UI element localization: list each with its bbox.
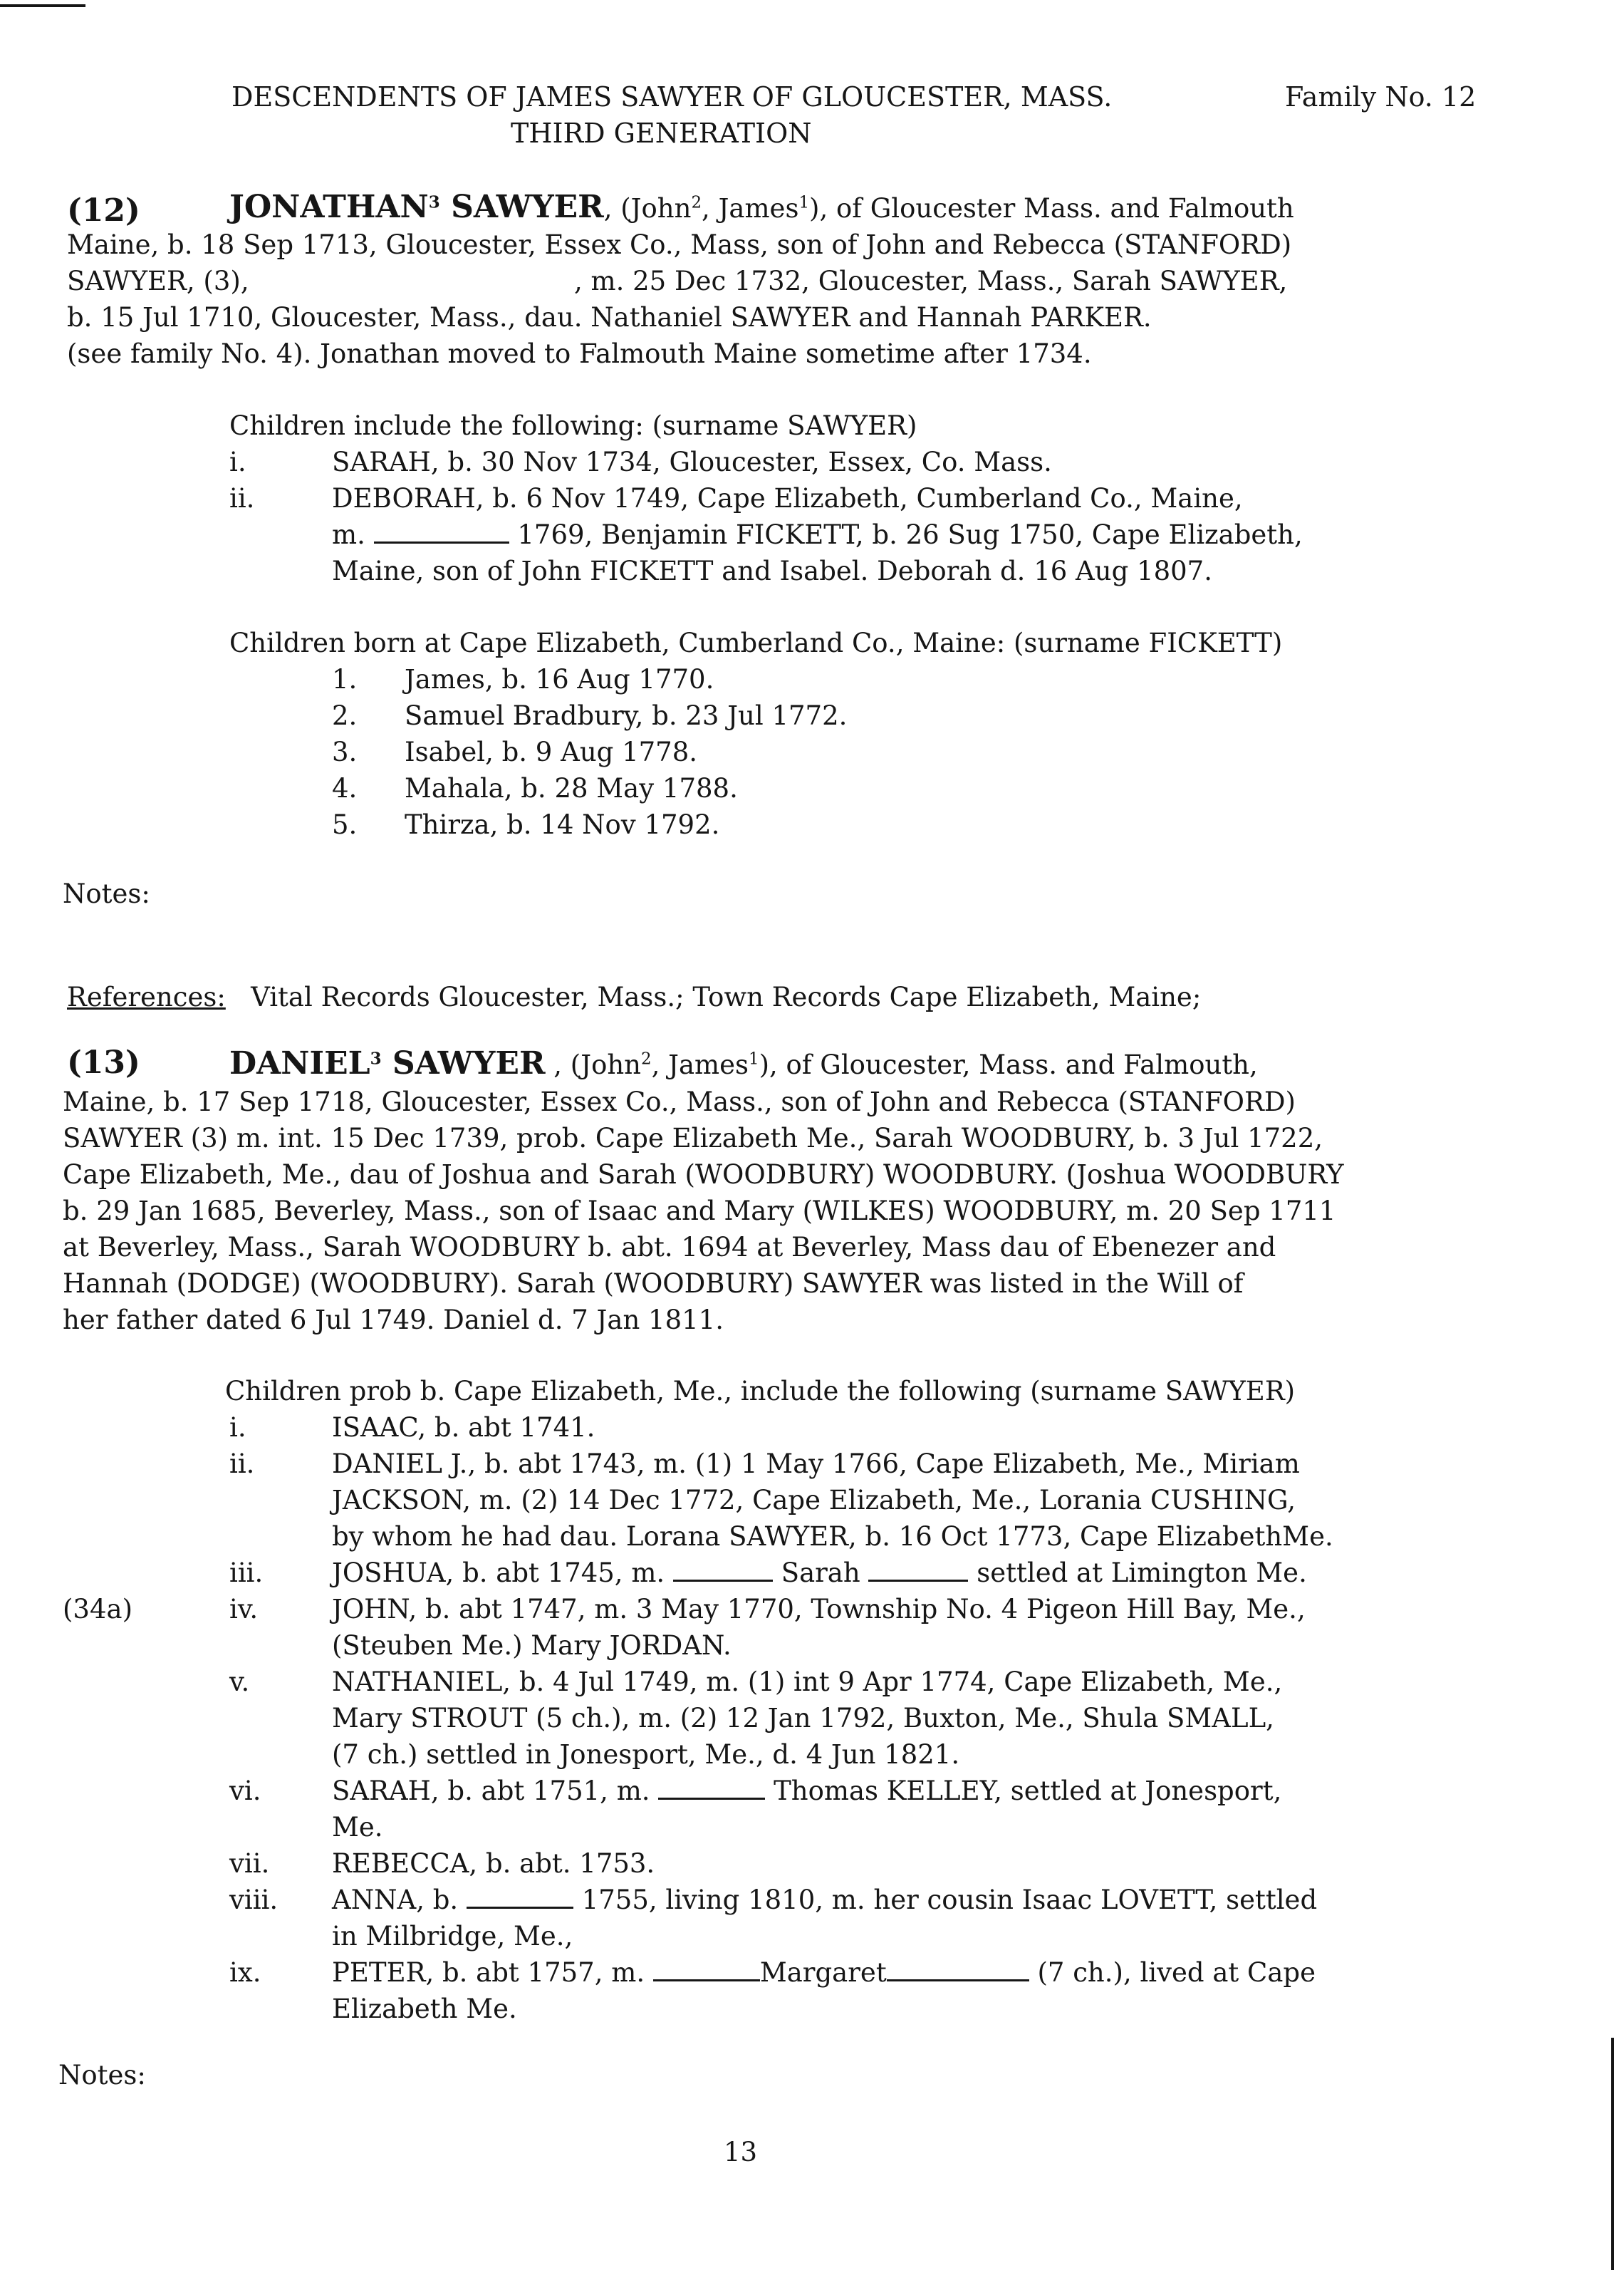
- entry-12-line: , m. 25 Dec 1732, Gloucester, Mass., Sarah SAWYER,: [574, 266, 1288, 296]
- entry-13-line: Maine, b. 17 Sep 1718, Gloucester, Essex Co., Mass., son of John and Rebecca (STANFORD): [63, 1087, 1296, 1117]
- child-text: Mary STROUT (5 ch.), m. (2) 12 Jan 1792, Buxton, Me., Shula SMALL,: [332, 1703, 1274, 1733]
- entry-12-name-line: [229, 191, 1294, 225]
- parentage-text: , (John: [603, 193, 692, 224]
- child-text-part: Margaret: [759, 1957, 887, 1988]
- children-intro: Children prob b. Cape Elizabeth, Me., include the following (surname SAWYER): [225, 1376, 1296, 1406]
- parentage-text: , James: [651, 1050, 749, 1080]
- entry-12-line: SAWYER, (3),: [67, 266, 249, 296]
- child-text: SARAH, b. 30 Nov 1734, Gloucester, Essex, Co. Mass.: [332, 447, 1052, 477]
- child-text: Me.: [332, 1812, 383, 1843]
- child-text: [332, 1957, 1316, 1989]
- child-text: (7 ch.) settled in Jonesport, Me., d. 4 Jun 1821.: [332, 1739, 960, 1770]
- page-number: 13: [724, 2137, 758, 2167]
- child-number: ii.: [229, 483, 255, 514]
- person-surname: SAWYER: [439, 189, 604, 225]
- grandchild-number: 4.: [332, 773, 358, 804]
- grandchild-number: 2.: [332, 700, 358, 731]
- entry-13-line: b. 29 Jan 1685, Beverley, Mass., son of Isaac and Mary (WILKES) WOODBURY, m. 20 Sep 1711: [63, 1196, 1336, 1226]
- blank-line: [467, 1885, 573, 1909]
- family-number: Family No. 12: [1285, 81, 1477, 113]
- generation-heading: THIRD GENERATION: [511, 118, 812, 149]
- child-text: DEBORAH, b. 6 Nov 1749, Cape Elizabeth, Cumberland Co., Maine,: [332, 483, 1243, 514]
- scan-edge-mark: [0, 4, 85, 7]
- entry-12-heading: [67, 192, 140, 229]
- child-number: vi.: [229, 1776, 261, 1806]
- child-text: Elizabeth Me.: [332, 1994, 517, 2024]
- entry-13-heading: [67, 1047, 140, 1081]
- parentage-text: , (John: [545, 1050, 642, 1080]
- child-text: NATHANIEL, b. 4 Jul 1749, m. (1) int 9 Apr 1774, Cape Elizabeth, Me.,: [332, 1667, 1283, 1697]
- child-text-part: 1755, living 1810, m. her cousin Isaac LOVETT, settled: [581, 1885, 1318, 1915]
- entry-13-line: SAWYER (3) m. int. 15 Dec 1739, prob. Cape Elizabeth Me., Sarah WOODBURY, b. 3 Jul 1722,: [63, 1123, 1323, 1154]
- child-text-part: ANNA, b.: [332, 1885, 459, 1915]
- child-text-part: PETER, b. abt 1757, m.: [332, 1957, 645, 1988]
- parentage-text: ), of Gloucester, Mass. and Falmouth,: [759, 1050, 1258, 1080]
- scan-edge-mark: [1611, 2038, 1614, 2270]
- child-text-part: settled at Limington Me.: [977, 1558, 1307, 1588]
- child-number: i.: [229, 447, 246, 477]
- superscript: 1: [798, 193, 810, 212]
- grandchild-number: 1.: [332, 664, 358, 695]
- header-title: DESCENDENTS OF JAMES SAWYER OF GLOUCESTER, MASS.: [231, 81, 1113, 113]
- child-number: i.: [229, 1412, 246, 1443]
- child-text: in Milbridge, Me.,: [332, 1921, 573, 1952]
- child-text-part: 1769, Benjamin FICKETT, b. 26 Sug 1750, Cape Elizabeth,: [517, 519, 1303, 550]
- child-text-part: Thomas KELLEY, settled at Jonesport,: [774, 1776, 1282, 1806]
- child-number: ii.: [229, 1448, 255, 1479]
- child-number: v.: [229, 1667, 250, 1697]
- blank-line: [374, 520, 509, 544]
- child-text-part: (7 ch.), lived at Cape: [1037, 1957, 1316, 1988]
- superscript: 1: [749, 1050, 759, 1069]
- child-text-part: SARAH, b. abt 1751, m.: [332, 1776, 650, 1806]
- child-text: JOHN, b. abt 1747, m. 3 May 1770, Township No. 4 Pigeon Hill Bay, Me.,: [332, 1594, 1306, 1624]
- references-label: References:: [67, 982, 226, 1012]
- child-text: [332, 1557, 1307, 1590]
- grandchildren-intro: Children born at Cape Elizabeth, Cumberland Co., Maine: (surname FICKETT): [229, 628, 1283, 658]
- side-reference: (34a): [63, 1594, 133, 1624]
- child-number: iii.: [229, 1558, 264, 1588]
- references-text: Vital Records Gloucester, Mass.; Town Records Cape Elizabeth, Maine;: [251, 982, 1202, 1012]
- generation-superscript: 3: [370, 1049, 382, 1069]
- parentage-text: ), of Gloucester Mass. and Falmouth: [809, 193, 1294, 224]
- entry-13-line: her father dated 6 Jul 1749. Daniel d. 7 Jan 1811.: [63, 1305, 724, 1335]
- child-text: by whom he had dau. Lorana SAWYER, b. 16 Oct 1773, Cape ElizabethMe.: [332, 1521, 1333, 1552]
- child-text: [332, 519, 1303, 551]
- notes-label: Notes:: [58, 2060, 146, 2090]
- child-text: ISAAC, b. abt 1741.: [332, 1412, 595, 1443]
- child-text: [332, 1884, 1317, 1917]
- superscript: 2: [691, 193, 702, 212]
- child-text: (Steuben Me.) Mary JORDAN.: [332, 1630, 732, 1661]
- child-text: JACKSON, m. (2) 14 Dec 1772, Cape Elizabeth, Me., Lorania CUSHING,: [332, 1485, 1296, 1515]
- blank-line: [658, 1776, 765, 1800]
- child-text-part: Sarah: [781, 1558, 860, 1588]
- references: [67, 981, 1201, 1014]
- entry-12-line: Maine, b. 18 Sep 1713, Gloucester, Essex Co., Mass, son of John and Rebecca (STANFORD): [67, 229, 1292, 260]
- person-name: DANIEL: [229, 1045, 370, 1082]
- grandchild-text: Samuel Bradbury, b. 23 Jul 1772.: [405, 700, 848, 731]
- child-text: REBECCA, b. abt. 1753.: [332, 1848, 655, 1879]
- superscript: 2: [641, 1050, 652, 1069]
- blank-line: [653, 1958, 760, 1981]
- notes-label: Notes:: [63, 879, 150, 909]
- child-text-part: m.: [332, 519, 365, 550]
- blank-line: [673, 1558, 773, 1582]
- entry-13-name-line: [229, 1047, 1258, 1082]
- child-number: vii.: [229, 1848, 270, 1879]
- child-text-part: JOSHUA, b. abt 1745, m.: [332, 1558, 665, 1588]
- entry-number: (12): [67, 192, 140, 229]
- grandchild-number: 3.: [332, 737, 358, 767]
- entry-number: (13): [67, 1045, 140, 1081]
- child-text: [332, 1775, 1281, 1808]
- child-number: ix.: [229, 1957, 261, 1988]
- children-intro: Children include the following: (surname SAWYER): [229, 410, 917, 441]
- child-text: Maine, son of John FICKETT and Isabel. Deborah d. 16 Aug 1807.: [332, 556, 1212, 586]
- person-name: JONATHAN: [229, 189, 429, 225]
- parentage-text: , James: [702, 193, 799, 224]
- entry-13-line: at Beverley, Mass., Sarah WOODBURY b. abt. 1694 at Beverley, Mass dau of Ebenezer and: [63, 1232, 1276, 1263]
- grandchild-text: Mahala, b. 28 May 1788.: [405, 773, 738, 804]
- grandchild-text: James, b. 16 Aug 1770.: [405, 664, 714, 695]
- child-number: viii.: [229, 1885, 279, 1915]
- child-text: DANIEL J., b. abt 1743, m. (1) 1 May 1766, Cape Elizabeth, Me., Miriam: [332, 1448, 1300, 1479]
- generation-superscript: 3: [428, 192, 440, 212]
- entry-13-line: Hannah (DODGE) (WOODBURY). Sarah (WOODBURY) SAWYER was listed in the Will of: [63, 1268, 1244, 1299]
- entry-13-line: Cape Elizabeth, Me., dau of Joshua and Sarah (WOODBURY) WOODBURY. (Joshua WOODBURY: [63, 1159, 1344, 1190]
- grandchild-text: Thirza, b. 14 Nov 1792.: [405, 809, 720, 840]
- grandchild-number: 5.: [332, 809, 358, 840]
- entry-12-line: b. 15 Jul 1710, Gloucester, Mass., dau. Nathaniel SAWYER and Hannah PARKER.: [67, 302, 1152, 333]
- entry-12-line: (see family No. 4). Jonathan moved to Falmouth Maine sometime after 1734.: [67, 338, 1092, 369]
- blank-line: [868, 1558, 968, 1582]
- person-surname: SAWYER: [381, 1045, 546, 1082]
- blank-line: [887, 1958, 1029, 1981]
- child-number: iv.: [229, 1594, 259, 1624]
- grandchild-text: Isabel, b. 9 Aug 1778.: [405, 737, 698, 767]
